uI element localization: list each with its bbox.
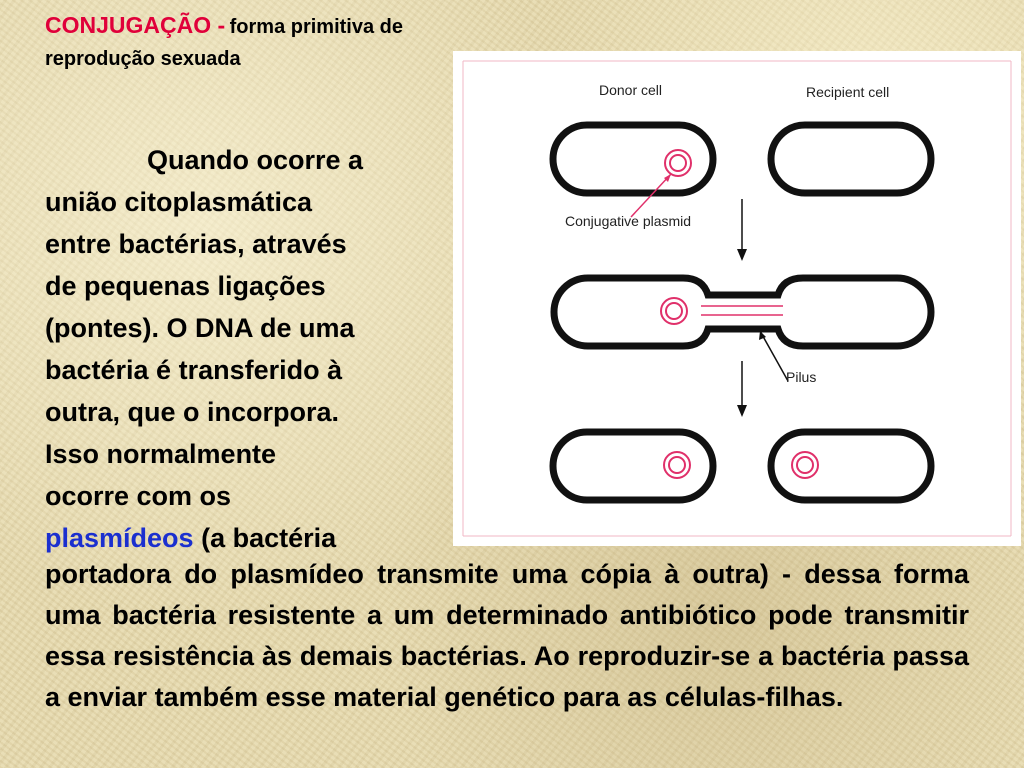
donor-cell [553,125,713,193]
text-line-highlight [45,517,435,559]
recipient-cell-label: Recipient cell [806,84,890,100]
text-line: outra, que o incorpora. [45,397,340,427]
text-line: bactéria é transferido à [45,355,343,385]
bottom-paragraph: portadora do plasmídeo transmite uma cópia à outra) - dessa forma uma bactéria resistente a um determinado antibiótico pode transmitir essa resistência às demais bactérias. Ao reproduzir-se a bactéria passa a enviar também esse material genético para as células-filhas. [45,559,969,712]
recipient-cell [771,125,931,193]
text-line: Quando ocorre a [147,145,364,175]
diagram-drawing [453,51,1021,546]
text-line: entre bactérias, através [45,229,347,259]
pilus-label: Pilus [786,369,817,385]
text-line: (pontes). O DNA de uma [45,313,355,343]
plasmid-label: Conjugative plasmid [565,213,692,229]
plasmid-term: plasmídeos [45,523,194,553]
slide-title: CONJUGAÇÃO - [45,12,226,38]
donor-cell-label: Donor cell [599,82,663,98]
slide-heading [45,10,425,76]
slide-subtitle: forma primitiva de reprodução sexuada [45,16,404,70]
text-line: união citoplasmática [45,187,313,217]
conjugating-cells [554,278,931,346]
recipient-cell [771,432,931,500]
process-arrowhead [737,405,747,417]
text-fragment: (a bactéria [201,523,337,553]
text-line: de pequenas ligações [45,271,326,301]
conjugation-diagram [453,51,1021,546]
left-paragraph [45,139,435,559]
text-line: ocorre com os [45,481,232,511]
process-arrowhead [737,249,747,261]
text-line: Isso normalmente [45,439,277,469]
